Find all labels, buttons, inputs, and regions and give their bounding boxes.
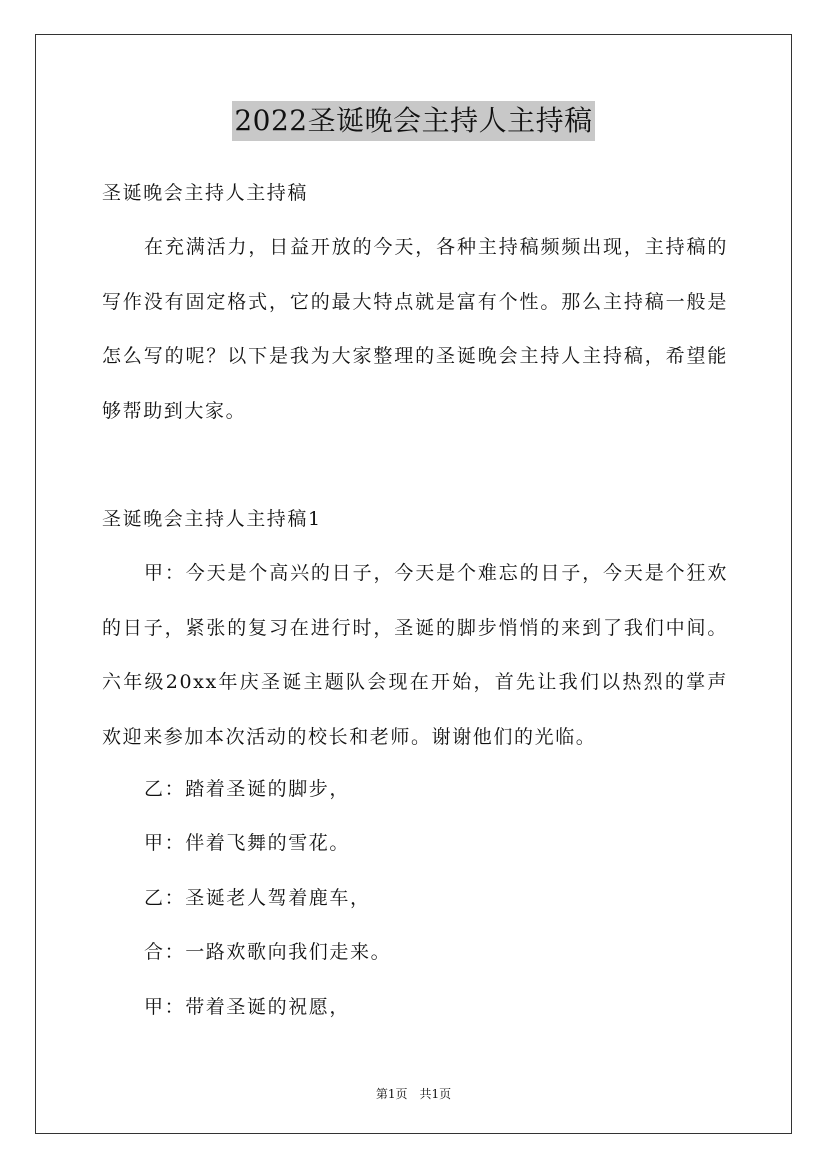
document-subtitle: 圣诞晚会主持人主持稿 [102, 182, 309, 204]
dialogue-line: 甲：伴着飞舞的雪花。 [144, 832, 351, 854]
title-container [0, 101, 827, 141]
dialogue-line: 合：一路欢歌向我们走来。 [144, 941, 392, 963]
dialogue-line: 乙：圣诞老人驾着鹿车， [144, 887, 371, 909]
dialogue-line: 甲：带着圣诞的祝愿， [144, 996, 351, 1018]
section-heading: 圣诞晚会主持人主持稿1 [102, 508, 322, 530]
document-title: 2022圣诞晚会主持人主持稿 [232, 101, 594, 141]
section-paragraph: 甲：今天是个高兴的日子，今天是个难忘的日子，今天是个狂欢的日子，紧张的复习在进行时，圣诞的脚步悄悄的来到了我们中间。六年级20xx年庆圣诞主题队会现在开始，首先让我们以热烈的掌声欢迎来参加本次活动的校长和老师。谢谢他们的光临。 [102, 562, 728, 748]
page-footer: 第1页 共1页 [375, 1087, 452, 1101]
intro-paragraph: 在充满活力，日益开放的今天，各种主持稿频频出现，主持稿的写作没有固定格式，它的最大特点就是富有个性。那么主持稿一般是怎么写的呢？以下是我为大家整理的圣诞晚会主持人主持稿，希望能够帮助到大家。 [102, 236, 728, 422]
dialogue-line: 乙：踏着圣诞的脚步， [144, 778, 351, 800]
